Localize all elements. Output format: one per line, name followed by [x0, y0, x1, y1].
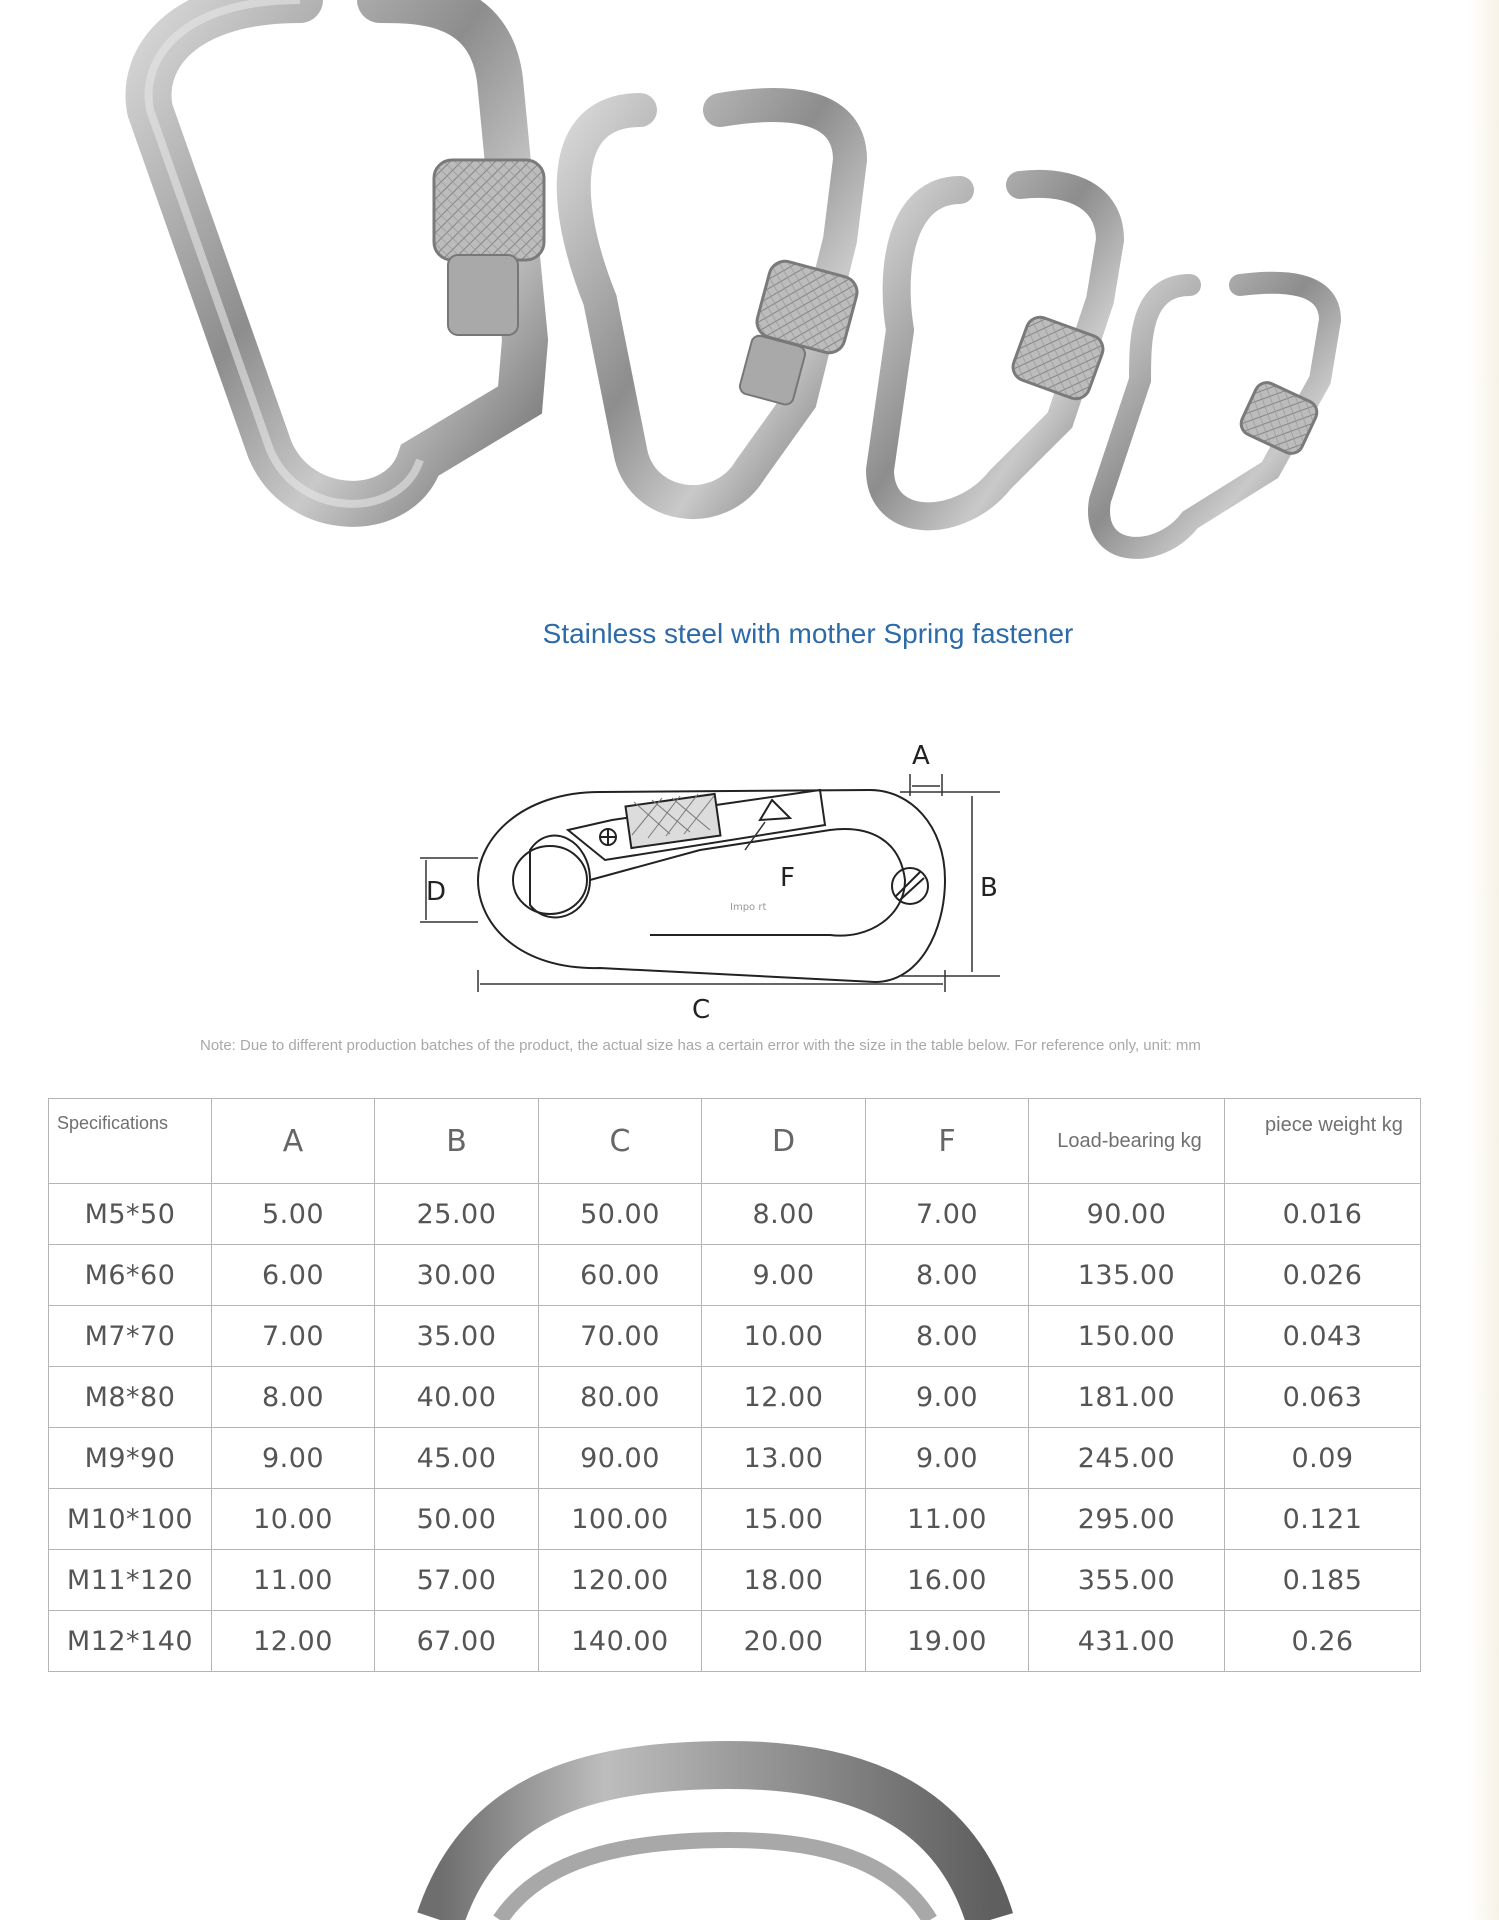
cell-b: 50.00 — [375, 1489, 539, 1550]
cell-d: 8.00 — [702, 1184, 866, 1245]
cell-a: 7.00 — [212, 1306, 375, 1367]
cell-f: 7.00 — [866, 1184, 1029, 1245]
cell-f: 8.00 — [866, 1306, 1029, 1367]
cell-spec: M7*70 — [49, 1306, 212, 1367]
cell-f: 8.00 — [866, 1245, 1029, 1306]
col-header-d: D — [702, 1099, 866, 1184]
dim-label-b: B — [980, 873, 998, 903]
cell-weight: 0.185 — [1225, 1550, 1421, 1611]
cell-load: 181.00 — [1029, 1367, 1225, 1428]
table-row — [49, 1550, 1421, 1611]
cell-weight: 0.016 — [1225, 1184, 1421, 1245]
cell-b: 67.00 — [375, 1611, 539, 1672]
cell-spec: M8*80 — [49, 1367, 212, 1428]
cell-f: 9.00 — [866, 1428, 1029, 1489]
table-row — [49, 1184, 1421, 1245]
dim-label-c: C — [692, 995, 711, 1025]
table-row — [49, 1428, 1421, 1489]
cell-load: 150.00 — [1029, 1306, 1225, 1367]
cell-spec: M6*60 — [49, 1245, 212, 1306]
col-header-b: B — [375, 1099, 539, 1184]
diagram-small-mark: Impo rt — [730, 902, 767, 913]
col-header-piece-weight: piece weight kg — [1225, 1099, 1421, 1184]
col-header-load-bearing: Load-bearing kg — [1029, 1099, 1225, 1184]
cell-d: 9.00 — [702, 1245, 866, 1306]
cell-a: 9.00 — [212, 1428, 375, 1489]
cell-a: 6.00 — [212, 1245, 375, 1306]
cell-spec: M9*90 — [49, 1428, 212, 1489]
cell-load: 355.00 — [1029, 1550, 1225, 1611]
carabiner-large — [149, 0, 544, 504]
cell-c: 120.00 — [539, 1550, 702, 1611]
table-row — [49, 1611, 1421, 1672]
dimension-diagram — [400, 730, 1000, 1030]
product-photo-ring-partial — [0, 1740, 1499, 1920]
cell-f: 11.00 — [866, 1489, 1029, 1550]
table-row — [49, 1489, 1421, 1550]
cell-b: 45.00 — [375, 1428, 539, 1489]
cell-load: 245.00 — [1029, 1428, 1225, 1489]
cell-d: 18.00 — [702, 1550, 866, 1611]
dim-label-a: A — [912, 741, 930, 771]
cell-weight: 0.121 — [1225, 1489, 1421, 1550]
cell-spec: M12*140 — [49, 1611, 212, 1672]
cell-f: 16.00 — [866, 1550, 1029, 1611]
cell-b: 35.00 — [375, 1306, 539, 1367]
page-edge-shadow — [1468, 0, 1499, 1920]
col-header-a: A — [212, 1099, 375, 1184]
cell-weight: 0.063 — [1225, 1367, 1421, 1428]
table-row — [49, 1245, 1421, 1306]
cell-d: 20.00 — [702, 1611, 866, 1672]
cell-weight: 0.043 — [1225, 1306, 1421, 1367]
cell-c: 140.00 — [539, 1611, 702, 1672]
cell-b: 57.00 — [375, 1550, 539, 1611]
cell-a: 10.00 — [212, 1489, 375, 1550]
cell-d: 12.00 — [702, 1367, 866, 1428]
col-header-f: F — [866, 1099, 1029, 1184]
table-row — [49, 1367, 1421, 1428]
size-note: Note: Due to different production batches of the product, the actual size has a certain error with the size in the table below. For reference only, unit: mm — [200, 1037, 1201, 1054]
table-row — [49, 1306, 1421, 1367]
dim-label-f: F — [780, 863, 795, 893]
cell-spec: M5*50 — [49, 1184, 212, 1245]
cell-d: 13.00 — [702, 1428, 866, 1489]
cell-c: 50.00 — [539, 1184, 702, 1245]
product-title: Stainless steel with mother Spring fastener — [542, 618, 1074, 649]
cell-a: 11.00 — [212, 1550, 375, 1611]
cell-weight: 0.09 — [1225, 1428, 1421, 1489]
cell-d: 10.00 — [702, 1306, 866, 1367]
col-header-c: C — [539, 1099, 702, 1184]
table-header-row — [49, 1099, 1421, 1184]
carabiner-medium — [880, 184, 1110, 516]
cell-load: 431.00 — [1029, 1611, 1225, 1672]
cell-a: 12.00 — [212, 1611, 375, 1672]
cell-b: 40.00 — [375, 1367, 539, 1428]
cell-b: 25.00 — [375, 1184, 539, 1245]
col-header-specifications: Specifications — [49, 1099, 212, 1184]
cell-weight: 0.26 — [1225, 1611, 1421, 1672]
cell-spec: M10*100 — [49, 1489, 212, 1550]
cell-c: 60.00 — [539, 1245, 702, 1306]
cell-c: 70.00 — [539, 1306, 702, 1367]
cell-load: 135.00 — [1029, 1245, 1225, 1306]
cell-load: 295.00 — [1029, 1489, 1225, 1550]
cell-a: 5.00 — [212, 1184, 375, 1245]
cell-load: 90.00 — [1029, 1184, 1225, 1245]
dim-label-d: D — [426, 877, 447, 907]
cell-weight: 0.026 — [1225, 1245, 1421, 1306]
cell-a: 8.00 — [212, 1367, 375, 1428]
carabiner-small — [1099, 283, 1330, 548]
cell-c: 80.00 — [539, 1367, 702, 1428]
product-photo-carabiners — [0, 0, 1499, 580]
cell-f: 9.00 — [866, 1367, 1029, 1428]
cell-d: 15.00 — [702, 1489, 866, 1550]
cell-c: 90.00 — [539, 1428, 702, 1489]
cell-f: 19.00 — [866, 1611, 1029, 1672]
cell-spec: M11*120 — [49, 1550, 212, 1611]
carabiner-medium-large — [574, 105, 861, 502]
cell-b: 30.00 — [375, 1245, 539, 1306]
spec-table — [48, 1098, 1421, 1672]
cell-c: 100.00 — [539, 1489, 702, 1550]
